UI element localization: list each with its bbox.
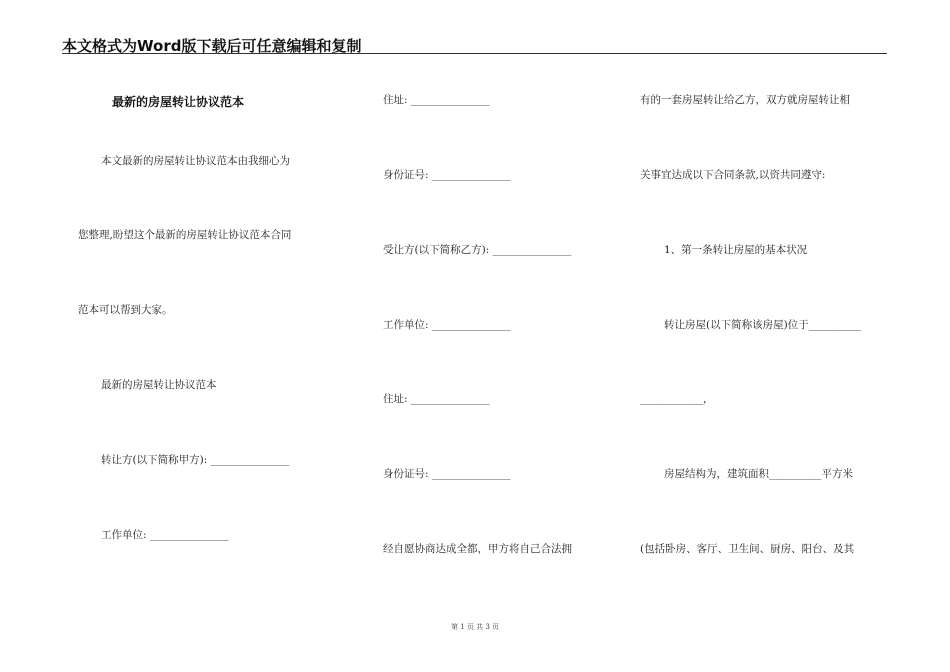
col2-line-5: 住址: _______________ <box>383 393 490 405</box>
col1-line-5: 转让方(以下简称甲方): _______________ <box>101 454 290 466</box>
col1-line-3: 范本可以帮到大家。 <box>78 304 173 316</box>
col2-line-3: 受让方(以下简称乙方): _______________ <box>383 244 572 256</box>
col3-line-1: 有的一套房屋转让给乙方，双方就房屋转让相 <box>640 94 850 106</box>
col3-line-7: (包括卧房、客厅、卫生间、厨房、阳台、及其 <box>640 543 855 555</box>
col1-line-2: 您整理,盼望这个最新的房屋转让协议范本合同 <box>78 229 292 241</box>
col2-line-1: 住址: _______________ <box>383 94 490 106</box>
col3-line-5: ____________， <box>640 393 714 405</box>
col2-line-4: 工作单位: _______________ <box>383 319 511 331</box>
header-divider <box>62 53 887 54</box>
col1-line-6: 工作单位: _______________ <box>101 529 229 541</box>
document-title: 最新的房屋转让协议范本 <box>112 95 245 109</box>
col3-line-2: 关事宜达成以下合同条款,以资共同遵守: <box>640 169 826 181</box>
document-header-title: 本文格式为Word版下载后可任意编辑和复制 <box>62 37 362 55</box>
col3-line-3: 1、第一条转让房屋的基本状况 <box>664 244 808 256</box>
col2-line-6: 身份证号: _______________ <box>383 468 511 480</box>
col2-line-2: 身份证号: _______________ <box>383 169 511 181</box>
page-number-footer: 第 1 页 共 3 页 <box>450 623 500 631</box>
col1-line-1: 本文最新的房屋转让协议范本由我细心为 <box>101 155 290 167</box>
col3-line-6: 房屋结构为，建筑面积__________平方米 <box>664 468 853 480</box>
col3-line-4: 转让房屋(以下简称该房屋)位于__________ <box>664 319 862 331</box>
col1-line-4: 最新的房屋转让协议范本 <box>101 379 217 391</box>
col2-line-7: 经自愿协商达成全都，甲方将自己合法拥 <box>383 543 572 555</box>
